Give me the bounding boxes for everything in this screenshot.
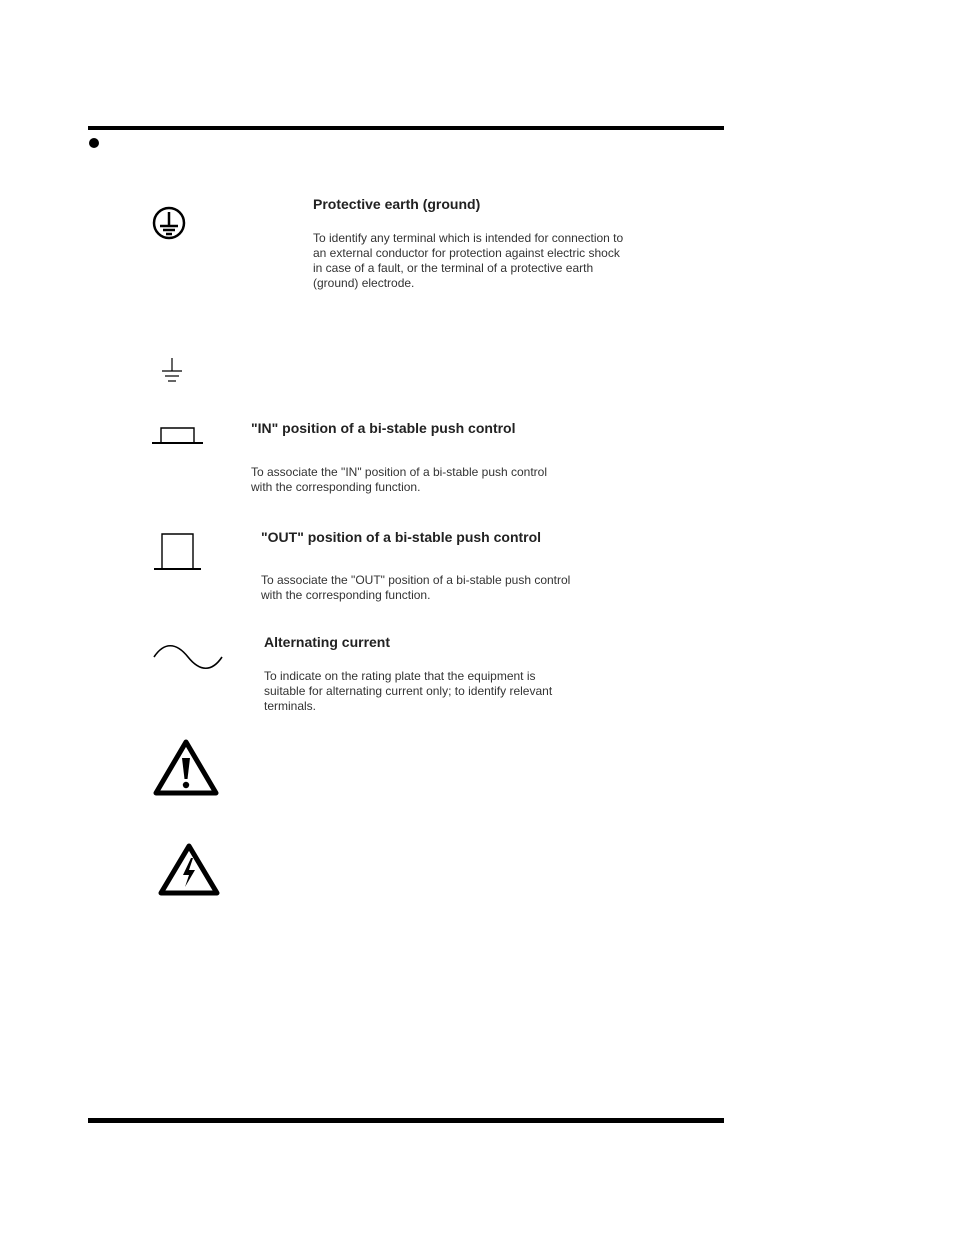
in-position-title: "IN" position of a bi-stable push control	[251, 420, 516, 436]
out-position-description: To associate the "OUT" position of a bi-stable push control with the corresponding function.	[261, 573, 571, 602]
in-position-description: To associate the "IN" position of a bi-stable push control with the corresponding function.	[251, 465, 548, 494]
protective-earth-description: To identify any terminal which is intended for connection to an external conductor for protection against electric shock in case of a fault, or the terminal of a protective earth (ground) electrode.	[313, 231, 624, 290]
out-position-title: "OUT" position of a bi-stable push control	[261, 529, 542, 545]
protective-earth-icon	[152, 206, 186, 240]
bottom-rule	[88, 1118, 724, 1123]
alternating-current-description: To indicate on the rating plate that the equipment is suitable for alternating current only; to identify relevant terminals.	[264, 669, 553, 713]
electric-shock-warning-icon	[157, 842, 221, 898]
alternating-current-icon	[152, 644, 224, 670]
top-rule	[88, 126, 724, 130]
earth-ground-icon	[160, 357, 184, 385]
push-control-out-icon	[153, 531, 203, 573]
warning-triangle-icon	[152, 738, 220, 798]
bullet-point	[89, 138, 99, 148]
alternating-current-title: Alternating current	[264, 634, 391, 650]
protective-earth-title: Protective earth (ground)	[313, 196, 481, 212]
push-control-in-icon	[151, 423, 205, 447]
